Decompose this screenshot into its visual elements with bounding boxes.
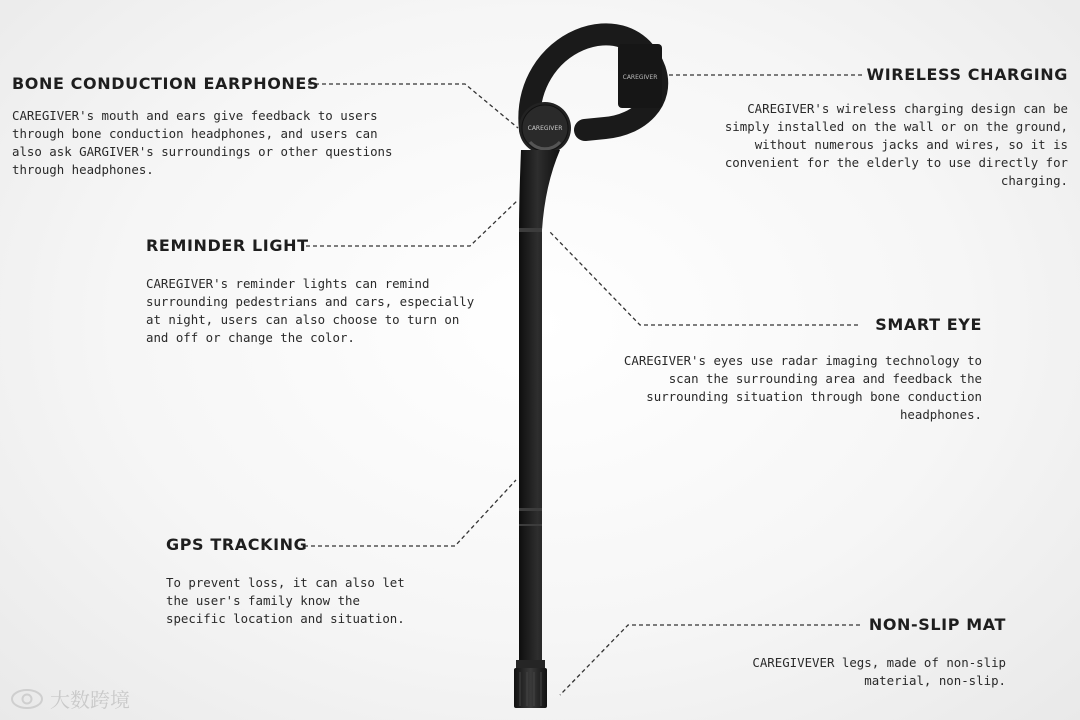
feature-title: GPS TRACKING (166, 535, 308, 554)
module-brand-text: CAREGIVER (527, 125, 563, 132)
feature-gps-tracking (166, 535, 466, 628)
feature-description: CAREGIVER's wireless charging design can be simply installed on the wall or on the ground, without numerous jacks and wires, so it is convenient for the elderly to use directly for charging. (724, 101, 1068, 188)
feature-description: CAREGIVER's eyes use radar imaging technology to scan the surrounding area and feedback the surrounding situation through bone conduction headphones. (623, 353, 982, 422)
feature-smart-eye (602, 315, 982, 424)
feature-wireless-charging (708, 65, 1068, 190)
watermark (10, 684, 130, 713)
eye-logo-icon (10, 687, 44, 711)
feature-title: WIRELESS CHARGING (866, 65, 1068, 84)
feature-description: CAREGIVER's reminder lights can remind surrounding pedestrians and cars, especially at night, users can also choose to turn on and off or change the color. (146, 276, 475, 345)
cap-brand-text: CAREGIVER (622, 74, 658, 81)
feature-title: BONE CONDUCTION EARPHONES (12, 74, 320, 93)
leader-eye (550, 232, 858, 325)
cane-shaft (519, 150, 560, 660)
feature-description: CAREGIVER's mouth and ears give feedback to users through bone conduction headphones, and users can also ask GARGIVER's surroundings or other questions through headphones. (12, 108, 393, 177)
feature-title: REMINDER LIGHT (146, 236, 309, 255)
feature-title: SMART EYE (875, 315, 982, 334)
feature-non-slip-mat (706, 615, 1006, 690)
feature-title: NON-SLIP MAT (868, 615, 1006, 634)
charging-cap (618, 44, 662, 108)
non-slip-foot (514, 660, 547, 708)
feature-description: To prevent loss, it can also let the user's family know the specific location and situation. (166, 575, 405, 626)
watermark-text: 大数跨境 (50, 688, 130, 712)
feature-description: CAREGIVEVER legs, made of non-slip material, non-slip. (752, 655, 1006, 688)
feature-bone-conduction (12, 74, 432, 179)
feature-reminder-light (146, 236, 486, 347)
earphone-module (519, 102, 571, 154)
